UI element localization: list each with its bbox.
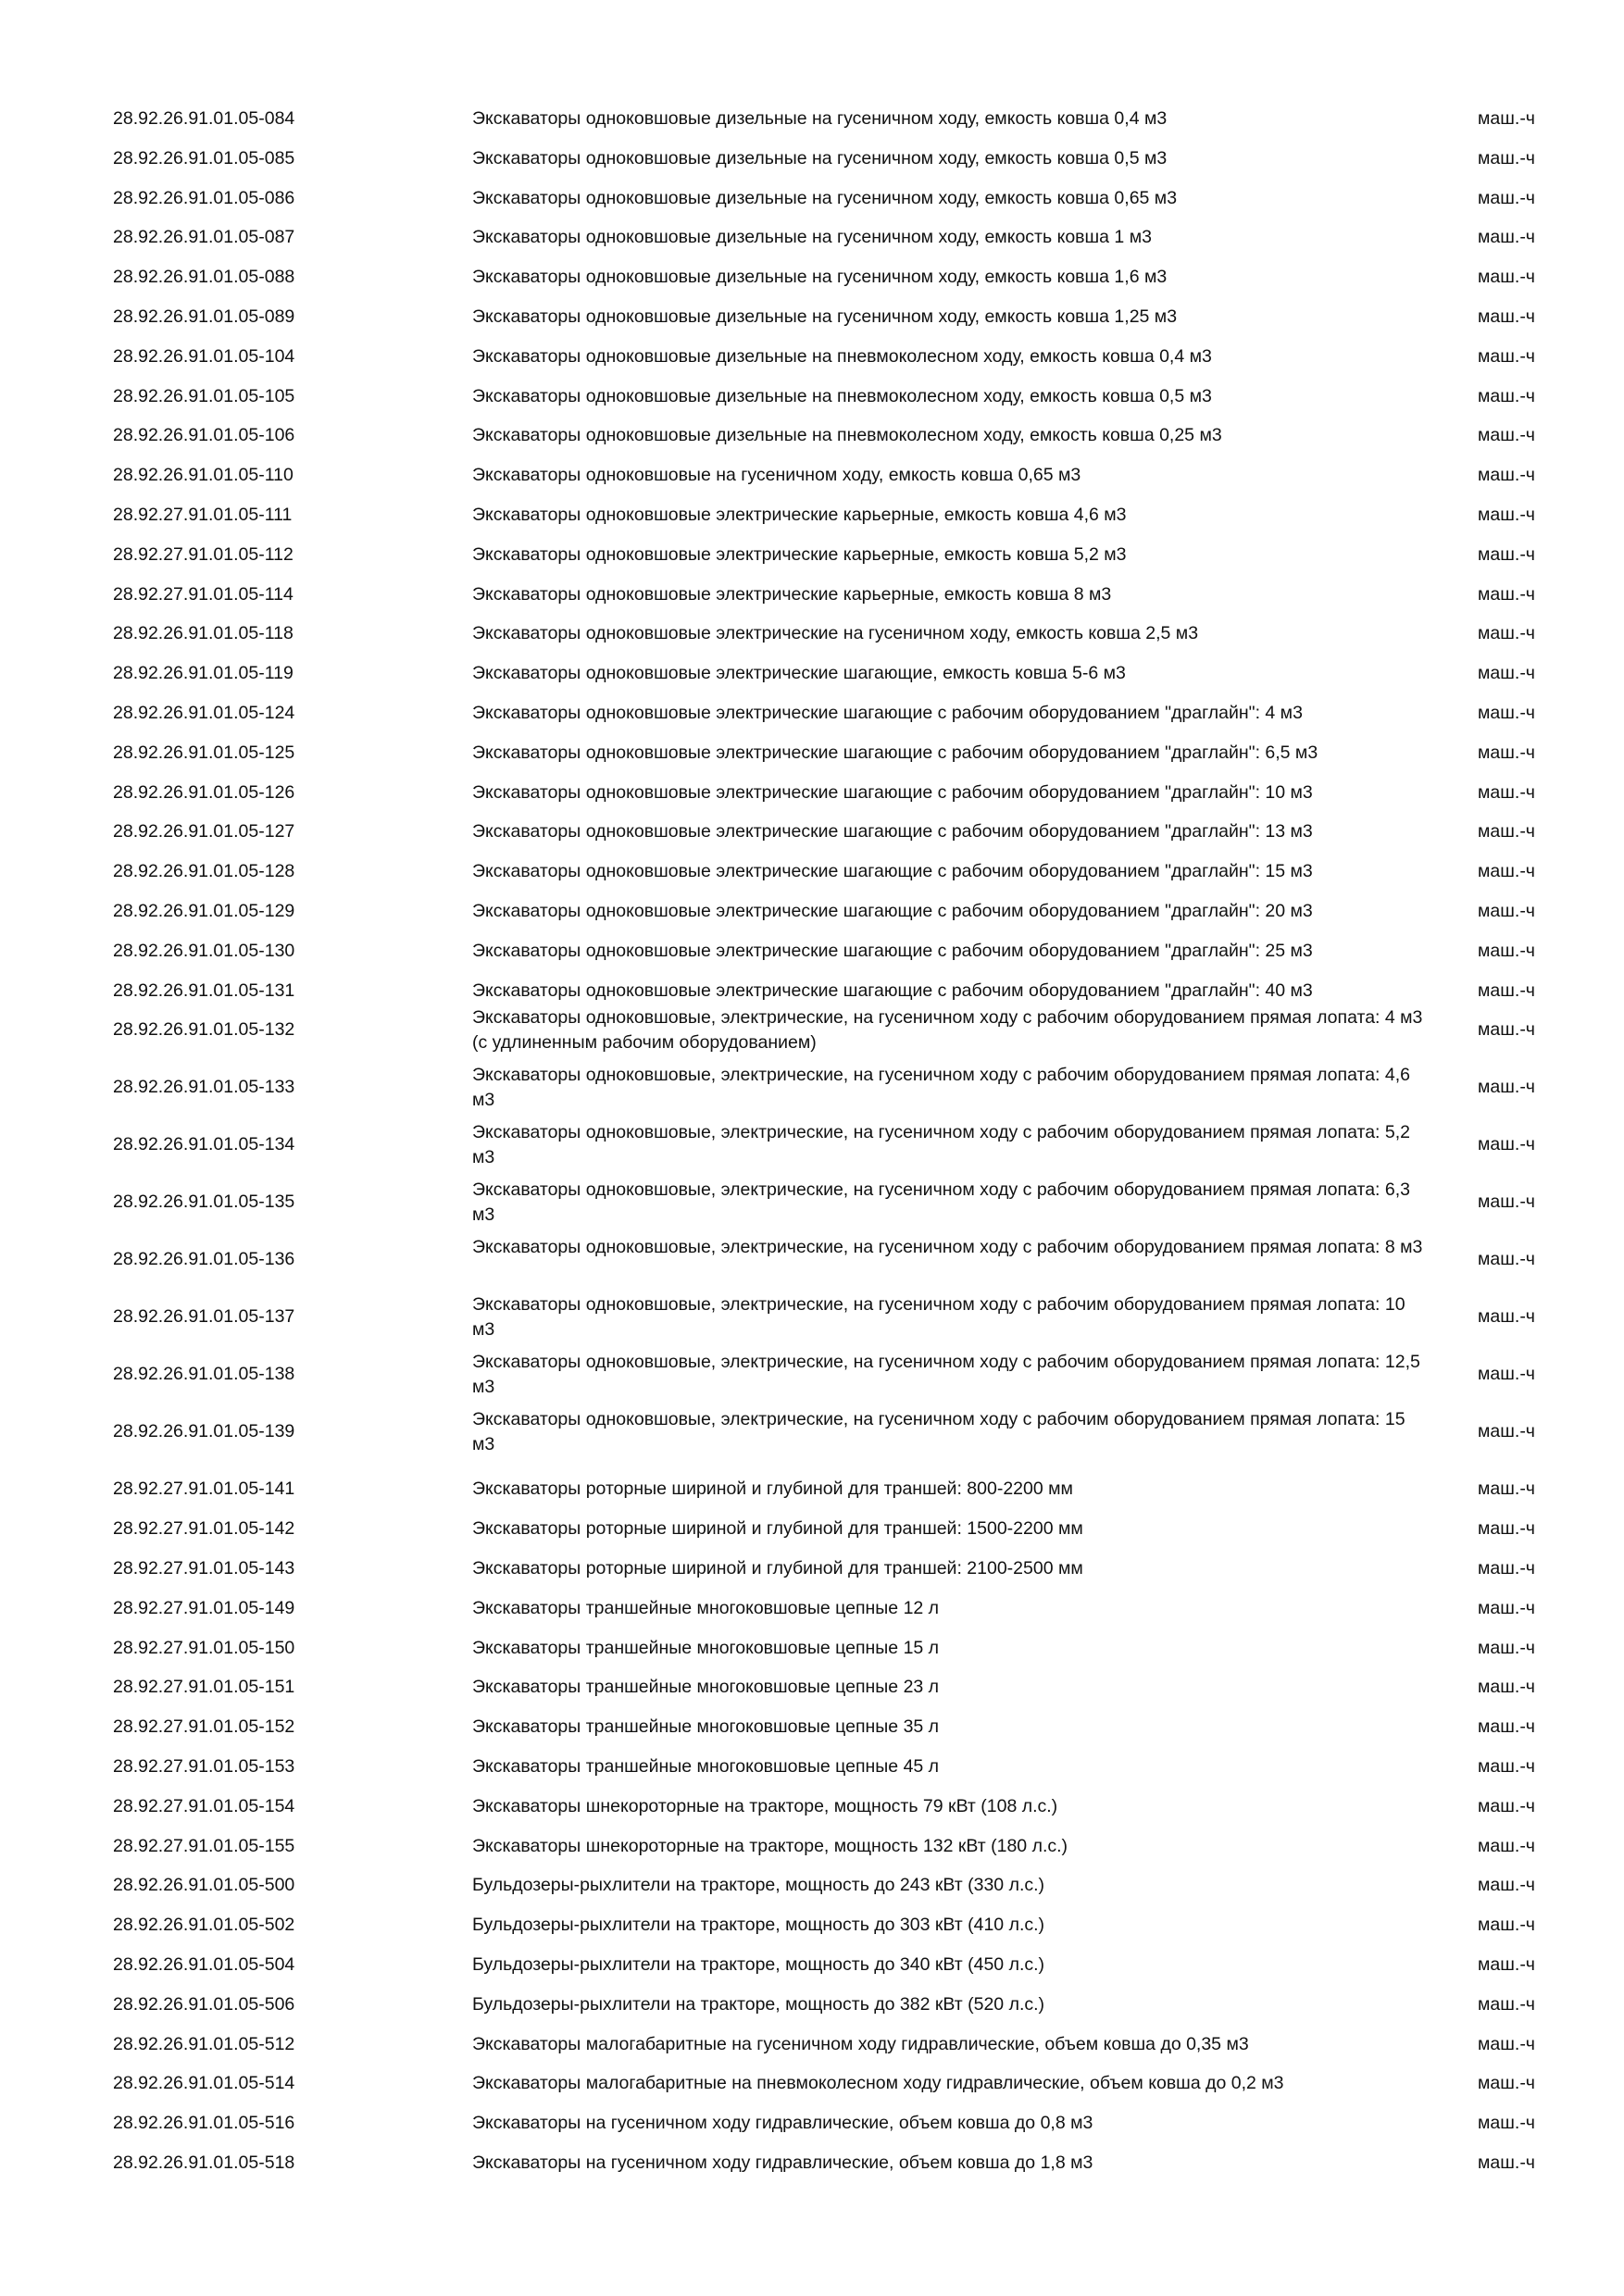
row-name: Экскаваторы одноковшовые дизельные на гусеничном ходу, емкость ковша 1,25 м3 — [472, 306, 1178, 327]
row-code: 28.92.26.91.01.05-506 — [113, 1993, 295, 2015]
row-code: 28.92.26.91.01.05-104 — [113, 345, 295, 367]
row-name: Бульдозеры-рыхлители на тракторе, мощность до 243 кВт (330 л.с.) — [472, 1875, 1045, 1896]
row-name: Экскаваторы на гусеничном ходу гидравлические, объем ковша до 1,8 м3 — [472, 2152, 1093, 2173]
row-name: Экскаваторы одноковшовые электрические карьерные, емкость ковша 5,2 м3 — [472, 543, 1127, 565]
row-code: 28.92.26.91.01.05-138 — [113, 1364, 295, 1385]
row-name: Бульдозеры-рыхлители на тракторе, мощность до 340 кВт (450 л.с.) — [472, 1954, 1045, 1975]
row-name: Экскаваторы одноковшовые электрические шагающие с рабочим оборудованием "драглайн": 40 м3 — [472, 980, 1313, 1001]
table-row — [0, 1350, 1624, 1400]
row-code: 28.92.26.91.01.05-087 — [113, 227, 295, 248]
row-unit: маш.-ч — [1478, 980, 1535, 1001]
row-code: 28.92.26.91.01.05-110 — [113, 465, 294, 486]
row-code: 28.92.27.91.01.05-152 — [113, 1716, 295, 1738]
row-code: 28.92.26.91.01.05-118 — [113, 623, 294, 644]
table-row — [0, 1178, 1624, 1228]
row-code: 28.92.26.91.01.05-518 — [113, 2152, 295, 2173]
table-row — [0, 1005, 1624, 1055]
row-unit: маш.-ч — [1478, 1479, 1535, 1500]
row-unit: маш.-ч — [1478, 1716, 1535, 1738]
row-unit: маш.-ч — [1478, 1637, 1535, 1658]
row-code: 28.92.26.91.01.05-105 — [113, 385, 295, 406]
row-unit: маш.-ч — [1478, 505, 1535, 525]
row-unit: маш.-ч — [1478, 901, 1535, 921]
row-name: Экскаваторы одноковшовые электрические шагающие с рабочим оборудованием "драглайн": 6,5 м3 — [472, 742, 1318, 763]
row-name: Экскаваторы одноковшовые, электрические, на гусеничном ходу с рабочим оборудованием прямая лопата: 8 м3 — [472, 1237, 1423, 1258]
row-unit: маш.-ч — [1478, 703, 1535, 723]
row-name: Экскаваторы одноковшовые дизельные на гусеничном ходу, емкость ковша 1 м3 — [472, 227, 1152, 248]
row-code: 28.92.26.91.01.05-502 — [113, 1915, 295, 1936]
row-name: Экскаваторы траншейные многоковшовые цепные 12 л — [472, 1597, 940, 1618]
row-name: Экскаваторы одноковшовые дизельные на пневмоколесном ходу, емкость ковша 0,25 м3 — [472, 425, 1222, 446]
row-name: Экскаваторы роторные шириной и глубиной для траншей: 800-2200 мм — [472, 1479, 1073, 1500]
row-unit: маш.-ч — [1478, 940, 1535, 961]
table-row — [0, 1120, 1624, 1170]
row-code: 28.92.26.91.01.05-128 — [113, 861, 295, 882]
row-unit: маш.-ч — [1478, 742, 1535, 763]
row-name: Экскаваторы роторные шириной и глубиной для траншей: 1500-2200 мм — [472, 1518, 1083, 1540]
row-unit: маш.-ч — [1478, 1558, 1535, 1578]
row-unit: маш.-ч — [1478, 1795, 1535, 1816]
row-name: Экскаваторы одноковшовые, электрические, на гусеничном ходу с рабочим оборудованием прямая лопата: 5,2 м3 — [472, 1122, 1411, 1168]
row-code: 28.92.27.91.01.05-111 — [113, 505, 293, 525]
row-code: 28.92.27.91.01.05-151 — [113, 1677, 295, 1698]
row-name: Бульдозеры-рыхлители на тракторе, мощность до 303 кВт (410 л.с.) — [472, 1915, 1045, 1936]
row-code: 28.92.26.91.01.05-127 — [113, 821, 295, 842]
row-name: Экскаваторы траншейные многоковшовые цепные 45 л — [472, 1756, 940, 1777]
row-code: 28.92.27.91.01.05-154 — [113, 1795, 295, 1816]
row-name: Экскаваторы одноковшовые электрические карьерные, емкость ковша 4,6 м3 — [472, 505, 1127, 525]
row-code: 28.92.26.91.01.05-088 — [113, 267, 295, 288]
row-unit: маш.-ч — [1478, 1421, 1535, 1442]
row-code: 28.92.26.91.01.05-136 — [113, 1249, 295, 1270]
row-unit: маш.-ч — [1478, 2152, 1535, 2173]
row-name: Экскаваторы одноковшовые дизельные на пневмоколесном ходу, емкость ковша 0,4 м3 — [472, 345, 1212, 367]
row-unit: маш.-ч — [1478, 1954, 1535, 1975]
row-code: 28.92.26.91.01.05-516 — [113, 2113, 295, 2134]
row-code: 28.92.26.91.01.05-119 — [113, 663, 294, 684]
row-code: 28.92.27.91.01.05-150 — [113, 1637, 295, 1658]
row-unit: маш.-ч — [1478, 1993, 1535, 2015]
row-name: Экскаваторы одноковшовые электрические шагающие с рабочим оборудованием "драглайн": 10 м3 — [472, 781, 1313, 803]
row-unit: маш.-ч — [1478, 425, 1535, 446]
row-name: Экскаваторы роторные шириной и глубиной для траншей: 2100-2500 мм — [472, 1558, 1083, 1578]
row-name: Экскаваторы малогабаритные на гусеничном ходу гидравлические, объем ковша до 0,35 м3 — [472, 2033, 1249, 2054]
row-code: 28.92.26.91.01.05-086 — [113, 187, 295, 208]
row-unit: маш.-ч — [1478, 543, 1535, 565]
row-name: Экскаваторы одноковшовые на гусеничном ходу, емкость ковша 0,65 м3 — [472, 465, 1081, 486]
row-code: 28.92.26.91.01.05-131 — [113, 980, 295, 1001]
row-name: Экскаваторы одноковшовые дизельные на гусеничном ходу, емкость ковша 1,6 м3 — [472, 267, 1168, 288]
row-unit: маш.-ч — [1478, 1875, 1535, 1896]
table-row — [0, 1407, 1624, 1457]
row-code: 28.92.26.91.01.05-106 — [113, 425, 295, 446]
row-unit: маш.-ч — [1478, 583, 1535, 605]
row-unit: маш.-ч — [1478, 1915, 1535, 1936]
row-unit: маш.-ч — [1478, 861, 1535, 882]
row-unit: маш.-ч — [1478, 1835, 1535, 1856]
row-unit: маш.-ч — [1478, 1306, 1535, 1328]
row-name: Экскаваторы одноковшовые, электрические, на гусеничном ходу с рабочим оборудованием прямая лопата: 6,3 м3 — [472, 1179, 1411, 1226]
row-name: Экскаваторы одноковшовые электрические шагающие с рабочим оборудованием "драглайн": 20 м3 — [472, 901, 1313, 921]
row-name: Экскаваторы одноковшовые, электрические, на гусеничном ходу с рабочим оборудованием прямая лопата: 10 м3 — [472, 1294, 1405, 1341]
table-row — [0, 1235, 1624, 1285]
row-unit: маш.-ч — [1478, 663, 1535, 684]
row-name: Экскаваторы одноковшовые дизельные на гусеничном ходу, емкость ковша 0,4 м3 — [472, 108, 1168, 129]
row-unit: маш.-ч — [1478, 306, 1535, 327]
row-unit: маш.-ч — [1478, 1677, 1535, 1698]
row-code: 28.92.26.91.01.05-085 — [113, 147, 295, 168]
row-code: 28.92.27.91.01.05-149 — [113, 1597, 295, 1618]
row-code: 28.92.27.91.01.05-141 — [113, 1479, 295, 1500]
row-unit: маш.-ч — [1478, 821, 1535, 842]
row-unit: маш.-ч — [1478, 2033, 1535, 2054]
row-code: 28.92.26.91.01.05-132 — [113, 1019, 295, 1041]
row-name: Экскаваторы одноковшовые электрические шагающие, емкость ковша 5-6 м3 — [472, 663, 1126, 684]
table-row — [0, 1292, 1624, 1342]
row-unit: маш.-ч — [1478, 1756, 1535, 1777]
row-code: 28.92.27.91.01.05-142 — [113, 1518, 295, 1540]
row-unit: маш.-ч — [1478, 1192, 1535, 1213]
row-code: 28.92.26.91.01.05-139 — [113, 1421, 295, 1442]
row-name: Экскаваторы траншейные многоковшовые цепные 23 л — [472, 1677, 940, 1698]
row-unit: маш.-ч — [1478, 147, 1535, 168]
table-row — [0, 1063, 1624, 1113]
row-unit: маш.-ч — [1478, 1597, 1535, 1618]
row-unit: маш.-ч — [1478, 345, 1535, 367]
row-name: Экскаваторы одноковшовые электрические на гусеничном ходу, емкость ковша 2,5 м3 — [472, 623, 1199, 644]
row-name: Экскаваторы одноковшовые, электрические, на гусеничном ходу с рабочим оборудованием прямая лопата: 4 м3 (с удлиненным рабочим оборудованием) — [472, 1007, 1423, 1054]
row-unit: маш.-ч — [1478, 227, 1535, 248]
row-unit: маш.-ч — [1478, 1077, 1535, 1098]
row-code: 28.92.26.91.01.05-084 — [113, 108, 295, 129]
row-name: Экскаваторы одноковшовые электрические карьерные, емкость ковша 8 м3 — [472, 583, 1112, 605]
row-unit: маш.-ч — [1478, 1134, 1535, 1155]
row-code: 28.92.26.91.01.05-124 — [113, 703, 295, 723]
row-name: Экскаваторы одноковшовые, электрические, на гусеничном ходу с рабочим оборудованием прямая лопата: 15 м3 — [472, 1409, 1405, 1455]
row-unit: маш.-ч — [1478, 1019, 1535, 1041]
row-name: Экскаваторы одноковшовые электрические шагающие с рабочим оборудованием "драглайн": 25 м3 — [472, 940, 1313, 961]
row-name: Экскаваторы одноковшовые электрические шагающие с рабочим оборудованием "драглайн": 4 м3 — [472, 703, 1303, 723]
row-unit: маш.-ч — [1478, 2113, 1535, 2134]
row-code: 28.92.26.91.01.05-512 — [113, 2033, 295, 2054]
row-name: Экскаваторы траншейные многоковшовые цепные 35 л — [472, 1716, 940, 1738]
row-unit: маш.-ч — [1478, 2073, 1535, 2094]
row-code: 28.92.26.91.01.05-089 — [113, 306, 295, 327]
row-code: 28.92.27.91.01.05-143 — [113, 1558, 295, 1578]
row-unit: маш.-ч — [1478, 267, 1535, 288]
row-code: 28.92.27.91.01.05-155 — [113, 1835, 295, 1856]
row-code: 28.92.26.91.01.05-135 — [113, 1192, 295, 1213]
row-code: 28.92.26.91.01.05-514 — [113, 2073, 295, 2094]
row-unit: маш.-ч — [1478, 623, 1535, 644]
row-unit: маш.-ч — [1478, 1249, 1535, 1270]
row-code: 28.92.26.91.01.05-133 — [113, 1077, 295, 1098]
row-code: 28.92.27.91.01.05-114 — [113, 583, 294, 605]
row-name: Бульдозеры-рыхлители на тракторе, мощность до 382 кВт (520 л.с.) — [472, 1993, 1045, 2015]
row-name: Экскаваторы одноковшовые дизельные на пневмоколесном ходу, емкость ковша 0,5 м3 — [472, 385, 1212, 406]
row-unit: маш.-ч — [1478, 465, 1535, 486]
row-name: Экскаваторы одноковшовые дизельные на гусеничном ходу, емкость ковша 0,5 м3 — [472, 147, 1168, 168]
row-code: 28.92.27.91.01.05-153 — [113, 1756, 295, 1777]
row-unit: маш.-ч — [1478, 1364, 1535, 1385]
row-code: 28.92.26.91.01.05-129 — [113, 901, 295, 921]
row-name: Экскаваторы одноковшовые электрические шагающие с рабочим оборудованием "драглайн": 13 м3 — [472, 821, 1313, 842]
row-code: 28.92.26.91.01.05-500 — [113, 1875, 295, 1896]
row-code: 28.92.26.91.01.05-504 — [113, 1954, 295, 1975]
row-name: Экскаваторы траншейные многоковшовые цепные 15 л — [472, 1637, 940, 1658]
row-name: Экскаваторы шнекороторные на тракторе, мощность 132 кВт (180 л.с.) — [472, 1835, 1068, 1856]
row-code: 28.92.27.91.01.05-112 — [113, 543, 294, 565]
row-name: Экскаваторы одноковшовые, электрические, на гусеничном ходу с рабочим оборудованием прямая лопата: 4,6 м3 — [472, 1065, 1411, 1111]
row-code: 28.92.26.91.01.05-134 — [113, 1134, 295, 1155]
row-name: Экскаваторы одноковшовые дизельные на гусеничном ходу, емкость ковша 0,65 м3 — [472, 187, 1178, 208]
row-unit: маш.-ч — [1478, 108, 1535, 129]
row-name: Экскаваторы шнекороторные на тракторе, мощность 79 кВт (108 л.с.) — [472, 1795, 1058, 1816]
row-unit: маш.-ч — [1478, 1518, 1535, 1540]
row-name: Экскаваторы малогабаритные на пневмоколесном ходу гидравлические, объем ковша до 0,2 м3 — [472, 2073, 1284, 2094]
row-code: 28.92.26.91.01.05-126 — [113, 781, 295, 803]
row-unit: маш.-ч — [1478, 385, 1535, 406]
row-code: 28.92.26.91.01.05-125 — [113, 742, 295, 763]
row-code: 28.92.26.91.01.05-137 — [113, 1306, 295, 1328]
row-unit: маш.-ч — [1478, 187, 1535, 208]
row-name: Экскаваторы на гусеничном ходу гидравлические, объем ковша до 0,8 м3 — [472, 2113, 1093, 2134]
row-code: 28.92.26.91.01.05-130 — [113, 940, 295, 961]
row-name: Экскаваторы одноковшовые электрические шагающие с рабочим оборудованием "драглайн": 15 м3 — [472, 861, 1313, 882]
row-name: Экскаваторы одноковшовые, электрические, на гусеничном ходу с рабочим оборудованием прямая лопата: 12,5 м3 — [472, 1352, 1420, 1398]
row-unit: маш.-ч — [1478, 781, 1535, 803]
